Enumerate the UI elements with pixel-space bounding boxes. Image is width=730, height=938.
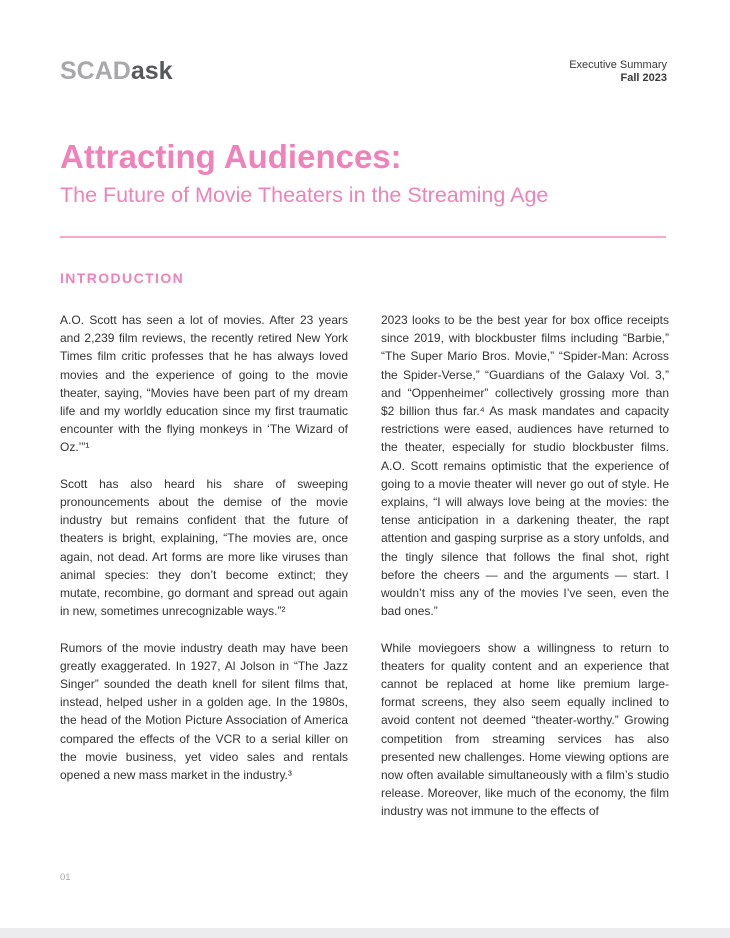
paragraph: 2023 looks to be the best year for box office receipts since 2019, with blockbuster films including “Barbie,” “The Super Mario Bros. Movie,” “Spider-Man: Across the Spider-Verse,” “Guardians of the Galaxy Vol. 3,” and “Oppenheimer” collectively grossing more than $2 billion thus far.⁴ As mask mandates and capacity restrictions were eased, audiences have returned to the theater, especially for studio blockbuster films. A.O. Scott remains optimistic that the experience of going to a movie theater will never go out of style. He explains, “I will always love being at the movies: the tense anticipation in a darkening theater, the rapt attention and gasping surprise as a story unfolds, and the tingly silence that follows the final shot, right before the cheers — and the arguments — start. I wouldn’t miss any of the movies I’ve seen, even the bad ones.”: [381, 313, 669, 619]
logo-ask-text: ask: [130, 57, 173, 85]
left-text-column: [60, 311, 348, 802]
season-label: Fall 2023: [620, 72, 667, 84]
section-heading-introduction: INTRODUCTION: [60, 270, 185, 286]
paragraph: A.O. Scott has seen a lot of movies. After 23 years and 2,239 film reviews, the recently retired New York Times film critic professes that he has always loved movies and the experience of going to the movie theater, saying, “Movies have been part of my dream life and my worldly education since my first traumatic encounter with the flying monkeys in ‘The Wizard of Oz.’”¹: [60, 313, 348, 455]
title-divider: [60, 236, 666, 238]
logo-scad-text: SCAD: [60, 57, 131, 85]
scadask-logo: [60, 56, 173, 86]
page-subtitle: The Future of Movie Theaters in the Streaming Age: [60, 183, 549, 207]
paragraph: Scott has also heard his share of sweeping pronouncements about the demise of the movie industry but remains confident that the future of theaters is bright, explaining, “The movies are, once again, not dead. Art forms are more like viruses than animal species: they don’t become extinct; they mutate, recombine, go dormant and spread out again in new, sometimes unrecognizable ways.”²: [60, 476, 348, 619]
doc-type-label: Executive Summary: [569, 59, 667, 71]
page-title: Attracting Audiences:: [60, 138, 402, 175]
page-number: 01: [60, 872, 71, 883]
document-label: [569, 59, 667, 85]
paragraph: While moviegoers show a willingness to return to theaters for quality content and an experience that cannot be replaced at home like premium large-format screens, they also seem equally inclined to avoid content not deemed “theater-worthy.” Growing competition from streaming services has also presented new challenges. Home viewing options are now often available simultaneously with a film’s studio release. Moreover, like much of the economy, the film industry was not immune to the effects of: [381, 640, 669, 819]
right-text-column: [381, 311, 669, 839]
paragraph: Rumors of the movie industry death may have been greatly exaggerated. In 1927, Al Jolson in “The Jazz Singer” sounded the death knell for silent films that, instead, helped usher in a golden age. In the 1980s, the head of the Motion Picture Association of America compared the effects of the VCR to a serial killer on the movie business, yet video sales and rentals opened a new mass market in the industry.³: [60, 640, 348, 783]
